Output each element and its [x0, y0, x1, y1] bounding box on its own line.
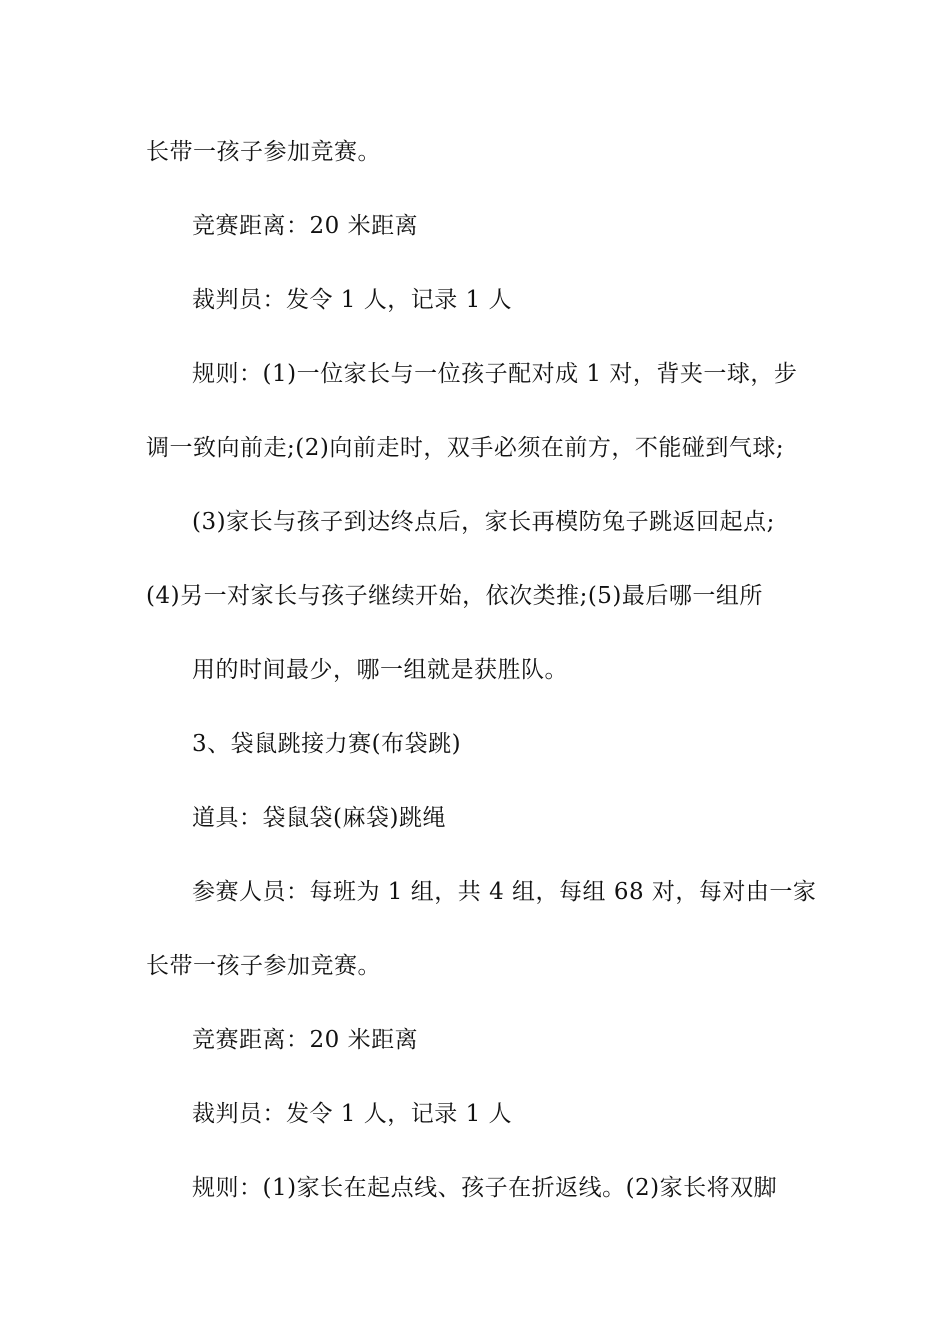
text-line-3: 裁判员：发令 1 人，记录 1 人 — [192, 287, 513, 313]
text-line-10: 道具：袋鼠袋(麻袋)跳绳 — [192, 805, 446, 831]
section-heading: 3、袋鼠跳接力赛(布袋跳) — [192, 731, 462, 757]
text-line-12: 长带一孩子参加竞赛。 — [146, 953, 381, 979]
text-line-2: 竞赛距离：20 米距离 — [192, 213, 419, 239]
text-line-14: 裁判员：发令 1 人，记录 1 人 — [192, 1101, 513, 1127]
text-line-7: (4)另一对家长与孩子继续开始，依次类推;(5)最后哪一组所 — [146, 583, 763, 609]
text-line-4: 规则：(1)一位家长与一位孩子配对成 1 对，背夹一球，步 — [192, 361, 798, 387]
text-line-13: 竞赛距离：20 米距离 — [192, 1027, 419, 1053]
text-line-11: 参赛人员：每班为 1 组，共 4 组，每组 68 对，每对由一家 — [192, 879, 817, 905]
text-line-8: 用的时间最少，哪一组就是获胜队。 — [192, 657, 568, 683]
text-line-6: (3)家长与孩子到达终点后，家长再模防兔子跳返回起点; — [192, 509, 775, 535]
text-line-15: 规则：(1)家长在起点线、孩子在折返线。(2)家长将双脚 — [192, 1175, 778, 1201]
text-line-1: 长带一孩子参加竞赛。 — [146, 139, 381, 165]
text-line-5: 调一致向前走;(2)向前走时，双手必须在前方，不能碰到气球; — [146, 435, 785, 461]
